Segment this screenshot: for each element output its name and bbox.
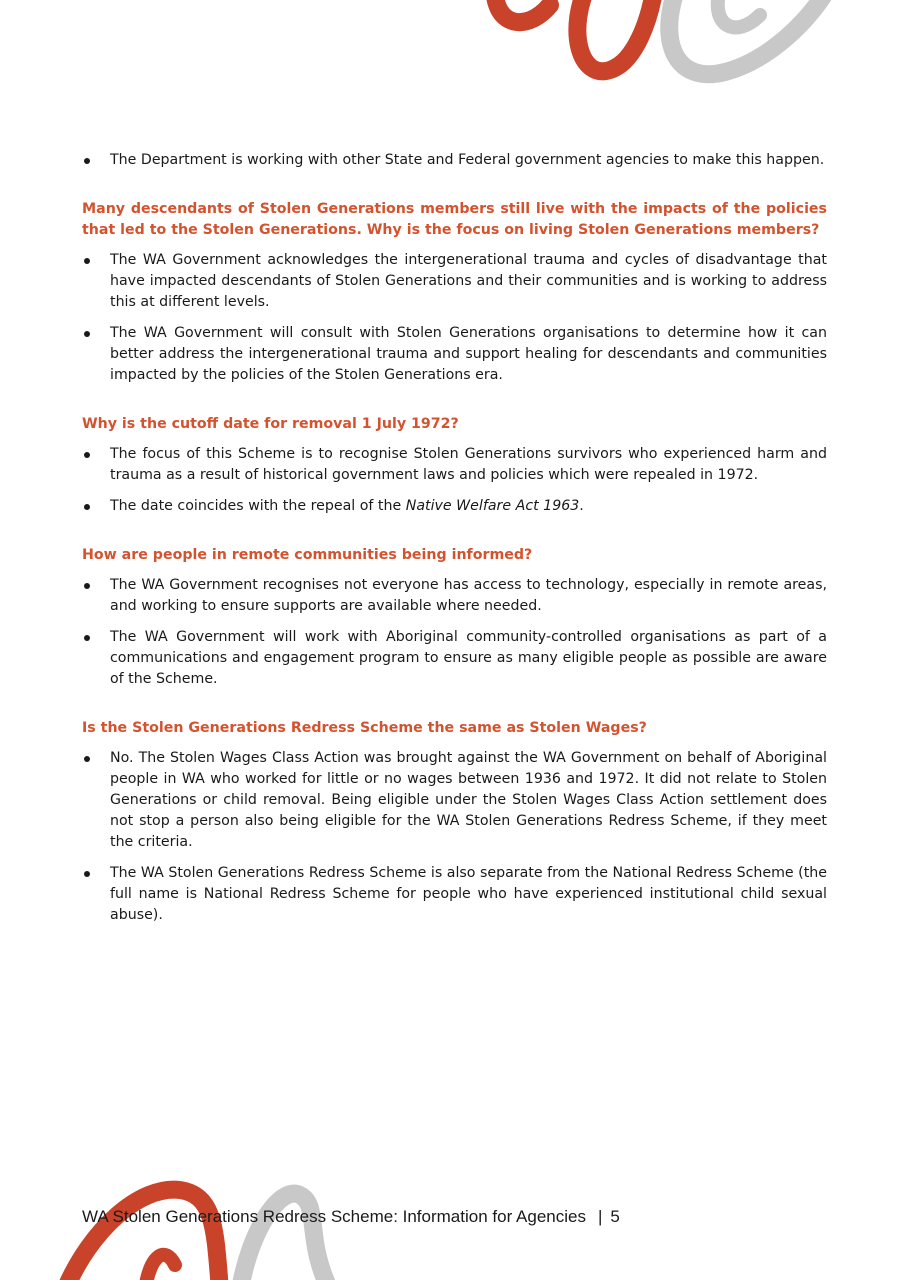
red-swirl-shape — [65, 1190, 220, 1280]
faq-section — [82, 545, 827, 690]
bullet-dot-icon — [84, 583, 90, 589]
bullet-item — [82, 575, 827, 617]
red-swirl-shape-inner — [145, 1255, 175, 1280]
grey-swirl-shape — [669, 0, 830, 74]
bullet-item — [82, 444, 827, 486]
bullet-list — [82, 575, 827, 690]
bullet-item — [82, 323, 827, 386]
bullet-dot-icon — [84, 258, 90, 264]
section-heading: How are people in remote communities being informed? — [82, 547, 533, 563]
bullet-item — [82, 863, 827, 926]
red-swirl-shape — [495, 0, 655, 71]
bullet-text: . — [579, 498, 584, 514]
bullet-dot-icon — [84, 871, 90, 877]
section-heading: Many descendants of Stolen Generations members still live with the impacts of the policies that led to the Stolen Generations. Why is the focus on living Stolen Generations members? — [82, 201, 827, 238]
bullet-text: The Department is working with other State and Federal government agencies to make this happen. — [110, 152, 825, 168]
bullet-item — [82, 150, 827, 171]
bullet-text: The WA Government will work with Aboriginal community-controlled organisations as part of a communications and engagement program to ensure as many eligible people as possible are aware of the Scheme. — [110, 629, 827, 687]
bullet-dot-icon — [84, 452, 90, 458]
bullet-dot-icon — [84, 158, 90, 164]
bullet-item — [82, 496, 827, 517]
page-number: 5 — [610, 1207, 620, 1226]
bullet-item — [82, 627, 827, 690]
bullet-item — [82, 250, 827, 313]
bullet-list — [82, 748, 827, 926]
bullet-list — [82, 150, 827, 171]
page-footer — [82, 1207, 620, 1227]
bullet-text: The focus of this Scheme is to recognise Stolen Generations survivors who experienced harm and trauma as a result of historical government laws and policies which were repealed in 1972. — [110, 446, 827, 483]
faq-section — [82, 150, 827, 171]
faq-section — [82, 718, 827, 926]
page-content — [82, 150, 827, 954]
bullet-list — [82, 250, 827, 386]
bullet-text: The date coincides with the repeal of the — [110, 498, 406, 514]
bullet-list — [82, 444, 827, 517]
bullet-dot-icon — [84, 635, 90, 641]
bullet-text: No. The Stolen Wages Class Action was brought against the WA Government on behalf of Aboriginal people in WA who worked for little or no wages between 1936 and 1972. It did not relate to Stolen Generations or child removal. Being eligible under the Stolen Wages Class Action settlement does not stop a person also being eligible for the WA Stolen Generations Redress Scheme, if they meet the criteria. — [110, 750, 827, 850]
italic-text: Native Welfare Act 1963 — [405, 498, 580, 514]
footer-title: WA Stolen Generations Redress Scheme: Information for Agencies — [82, 1207, 586, 1226]
bullet-dot-icon — [84, 504, 90, 510]
top-decorative-graphic — [470, 0, 850, 95]
faq-section — [82, 414, 827, 517]
footer-separator: | — [597, 1207, 603, 1226]
section-heading: Why is the cutoff date for removal 1 July 1972? — [82, 416, 459, 432]
bullet-dot-icon — [84, 756, 90, 762]
bullet-dot-icon — [84, 331, 90, 337]
bullet-text: The WA Government will consult with Stolen Generations organisations to determine how it can better address the intergenerational trauma and support healing for descendants and communities impacted by the policies of the Stolen Generations era. — [110, 325, 827, 383]
grey-swirl-shape-inner — [718, 0, 760, 27]
faq-section — [82, 199, 827, 386]
bullet-text: The WA Government recognises not everyone has access to technology, especially in remote areas, and working to ensure supports are available where needed. — [110, 577, 827, 614]
bullet-text: The WA Government acknowledges the intergenerational trauma and cycles of disadvantage that have impacted descendants of Stolen Generations and their communities and is working to address this at different levels. — [110, 252, 827, 310]
section-heading: Is the Stolen Generations Redress Scheme the same as Stolen Wages? — [82, 720, 647, 736]
bullet-text: The WA Stolen Generations Redress Scheme is also separate from the National Redress Scheme (the full name is National Redress Scheme for people who have experienced institutional child sexual abuse). — [110, 865, 827, 923]
bullet-item — [82, 748, 827, 853]
